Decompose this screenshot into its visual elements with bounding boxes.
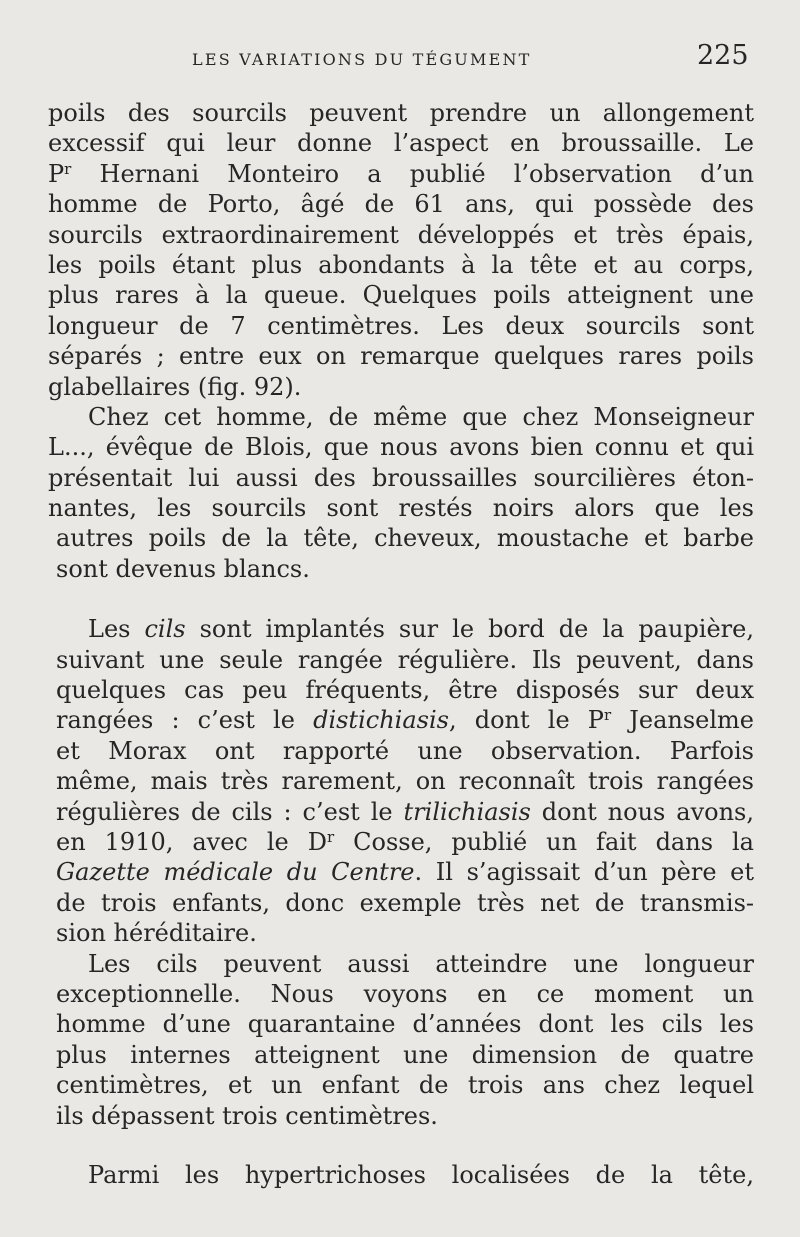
running-title: LES VARIATIONS DU TÉGUMENT [192,50,532,69]
text-line: centimètres, et un enfant de trois ans chez lequel [56,1071,754,1100]
paragraph-gap [48,1131,754,1160]
text-line: L..., évêque de Blois, que nous avons bien connu et qui [48,433,754,462]
text-line: quelques cas peu fréquents, être disposés sur deux [56,676,754,705]
text-segment: . Il s’agissait d’un père et [414,858,755,887]
text-line: et Morax ont rapporté une observation. Parfois [56,736,754,765]
running-header [0,38,800,78]
page-number: 225 [697,40,749,71]
text-line: Chez cet homme, de même que chez Monseigneur [88,402,754,431]
text-line: nantes, les sourcils sont restés noirs alors que les [48,494,754,523]
text-line: même, mais très rarement, on reconnaît trois rangées [56,767,754,796]
italic-title: Gazette médicale du Centre [56,858,415,887]
text-segment: sont implantés sur le bord de la paupière, [185,615,754,644]
text-line: les poils étant plus abondants à la tête et au corps, [48,250,754,279]
text-segment: Jeanselme [611,706,755,735]
title-abbrev: D [307,827,327,856]
text-line: poils des sourcils peuvent prendre un allongement [48,99,754,127]
text-segment: Hernani Monteiro a publié l’observation d’un [99,159,754,188]
text-line: de trois enfants, donc exemple très net de transmis- [56,888,754,917]
text-line: sourcils extraordinairement développés et très épais, [48,220,754,249]
text-line: homme d’une quarantaine d’années dont les cils les [56,1010,754,1039]
superscript: r [326,827,335,846]
text-line: ils dépassent trois centimètres. [56,1101,438,1130]
text-segment: rangées : c’est le [56,706,314,735]
text-line: plus internes atteignent une dimension de quatre [56,1040,754,1069]
text-segment: Les [88,615,145,644]
text-segment: en 1910, avec le [56,827,308,856]
text-segment: , dont le [448,706,588,735]
text-line: présentait lui aussi des broussailles sourcilières éton- [48,463,754,492]
text-line [48,827,754,857]
title-abbrev: P [48,159,65,188]
italic-term: cils [144,615,186,644]
text-line: excessif qui leur donne l’aspect en broussaille. Le [48,129,754,158]
text-line: sion héréditaire. [56,919,257,948]
text-line [48,159,754,189]
paragraph-gap [48,584,754,614]
text-line: plus rares à la queue. Quelques poils atteignent une [48,281,754,310]
text-line: autres poils de la tête, cheveux, moustache et barbe [56,524,754,553]
body-text [48,98,754,1190]
text-line: Les cils peuvent aussi atteindre une longueur [88,949,754,978]
title-abbrev: P [587,706,604,735]
superscript: r [603,706,612,725]
text-line: Parmi les hypertrichoses localisées de la tête, [88,1160,754,1189]
text-line [48,857,754,887]
text-segment: Cosse, publié un fait dans la [334,827,754,856]
italic-term: distichiasis [313,706,449,735]
text-line [48,614,754,644]
text-line: exceptionnelle. Nous voyons en ce moment un [56,979,754,1008]
text-line: séparés ; entre eux on remarque quelques rares poils [48,342,754,371]
superscript: r [64,159,72,178]
text-line [48,797,754,827]
text-line: suivant une seule rangée régulière. Ils peuvent, dans [56,645,754,674]
text-line [48,705,754,735]
text-line: longueur de 7 centimètres. Les deux sourcils sont [48,311,754,340]
text-segment: régulières de cils : c’est le [56,797,404,826]
text-line: glabellaires (fig. 92). [48,372,302,401]
italic-term: trilichiasis [403,797,531,826]
text-line: homme de Porto, âgé de 61 ans, qui possède des [48,190,754,219]
text-segment: dont nous avons, [530,797,754,826]
text-line: sont devenus blancs. [56,554,310,583]
